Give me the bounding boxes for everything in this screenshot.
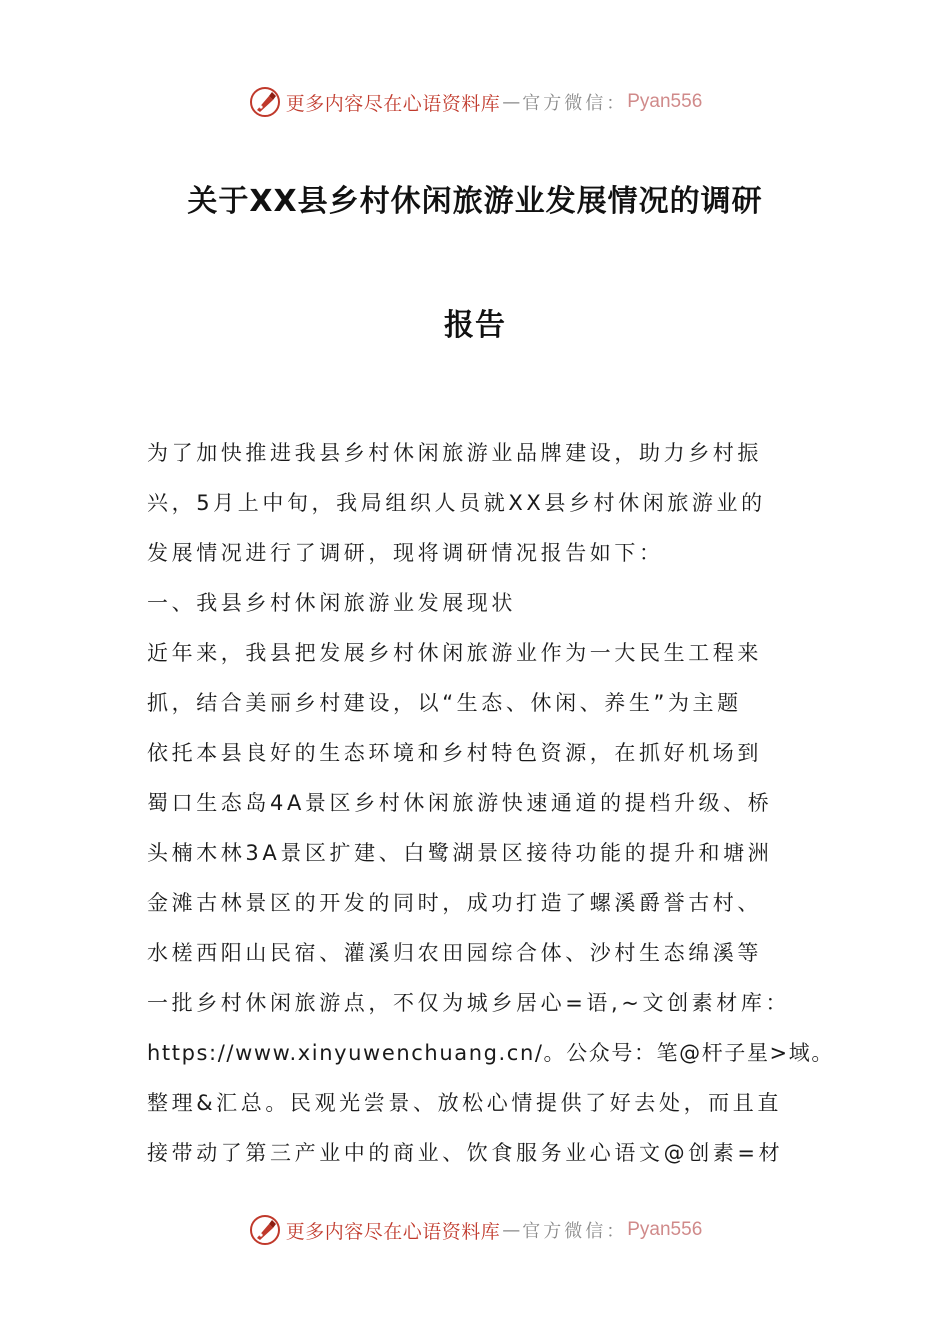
- body-line: 接带动了第三产业中的商业、饮食服务业心语文@创素=材: [147, 1141, 784, 1165]
- page-title: 关于XX县乡村休闲旅游业发展情况的调研: [187, 184, 763, 219]
- banner-separator: —: [502, 91, 521, 113]
- banner-handle: Pyan556: [627, 91, 703, 112]
- banner-label: 官方微信：: [522, 1221, 628, 1242]
- body-line: 兴，5月上中旬，我局组织人员就XX县乡村休闲旅游业的: [147, 491, 766, 515]
- pen-nib-icon: [248, 1213, 282, 1247]
- body-line: 水槎西阳山民宿、灌溪归农田园综合体、沙村生态绵溪等: [147, 941, 762, 965]
- section-heading: 一、我县乡村休闲旅游业发展现状: [147, 591, 516, 615]
- header-banner: [0, 82, 950, 122]
- body-line: 头楠木林3A景区扩建、白鹭湖景区接待功能的提升和塘洲: [147, 841, 773, 865]
- body-line: 发展情况进行了调研，现将调研情况报告如下：: [147, 541, 664, 565]
- body-line: 整理&汇总。民观光尝景、放松心情提供了好去处，而且直: [147, 1091, 782, 1115]
- page-title-continued: 报告: [444, 308, 506, 343]
- body-line: 为了加快推进我县乡村休闲旅游业品牌建设，助力乡村振: [147, 441, 762, 465]
- body-line: 依托本县良好的生态环境和乡村特色资源，在抓好机场到: [147, 741, 762, 765]
- body-line-url: https://www.xinyuwenchuang.cn/。公众号：笔@杆子星>域。: [147, 1041, 834, 1065]
- body-line: 金滩古林景区的开发的同时，成功打造了螺溪爵誉古村、: [147, 891, 762, 915]
- body-line: 蜀口生态岛4A景区乡村休闲旅游快速通道的提档升级、桥: [147, 791, 773, 815]
- banner-handle: Pyan556: [627, 1219, 703, 1240]
- banner-site-text: 更多内容尽在心语资料库: [285, 92, 501, 115]
- pen-nib-icon: [248, 85, 282, 119]
- body-line: 一批乡村休闲旅游点，不仅为城乡居心=语,~文创素材库：: [147, 991, 791, 1015]
- banner-label: 官方微信：: [522, 93, 628, 114]
- banner-separator: —: [502, 1219, 521, 1241]
- body-line: 近年来，我县把发展乡村休闲旅游业作为一大民生工程来: [147, 641, 762, 665]
- body-line: 抓，结合美丽乡村建设，以“生态、休闲、养生”为主题: [147, 691, 742, 715]
- banner-site-text: 更多内容尽在心语资料库: [285, 1220, 501, 1243]
- footer-banner: [0, 1210, 950, 1250]
- document-body: [147, 428, 837, 1178]
